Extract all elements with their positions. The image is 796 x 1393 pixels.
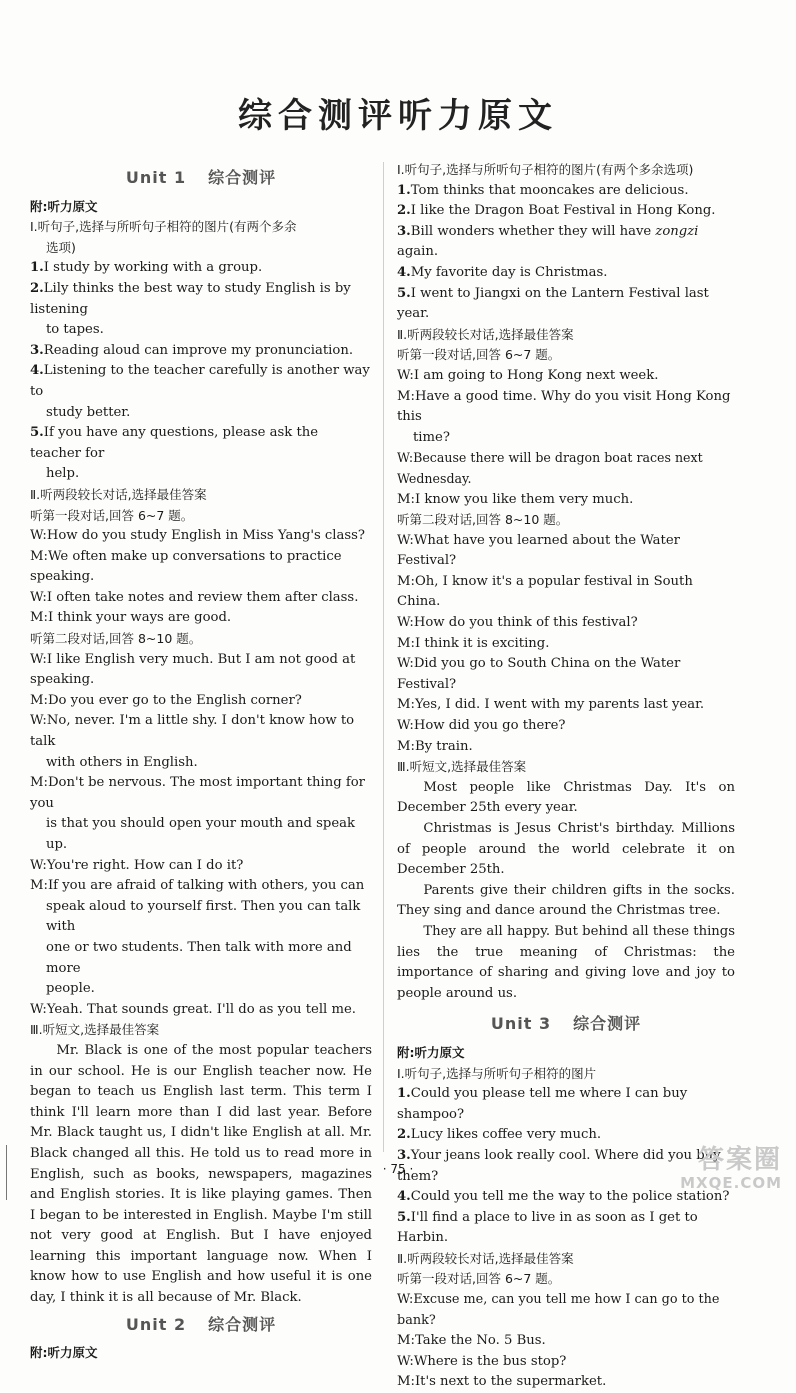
sentence-item: 5.I went to Jiangxi on the Lantern Festival last year. bbox=[397, 285, 709, 322]
appendix-label: 附:听力原文 bbox=[30, 198, 98, 214]
sentence-item-cont: help. bbox=[46, 466, 80, 482]
passage-paragraph: They are all happy. But behind all these things lies the true meaning of Christmas: the importance of sharing and giving love and joy to people around us. bbox=[397, 923, 735, 1001]
watermark-logo bbox=[642, 1146, 782, 1196]
dialogue-line: M:Oh, I know it's a popular festival in South China. bbox=[397, 573, 693, 610]
dialogue-line: M:It's next to the supermarket. bbox=[397, 1374, 607, 1390]
dialogue-line: W:How did you go there? bbox=[397, 718, 566, 734]
column-divider bbox=[383, 162, 384, 1152]
watermark-url: MXQE.COM bbox=[680, 1174, 782, 1192]
dialogue-line: W:Excuse me, can you tell me how I can go to the bank? bbox=[397, 1292, 720, 1328]
dialogue-line: M:I think your ways are good. bbox=[30, 610, 232, 626]
sentence-item: 1.Tom thinks that mooncakes are delicious. bbox=[397, 182, 689, 198]
appendix-label: 附:听力原文 bbox=[30, 1345, 98, 1361]
unit-2-title: 综合测评 bbox=[208, 1314, 277, 1334]
dialogue-line: W:Because there will be dragon boat races next Wednesday. bbox=[397, 450, 703, 486]
dialogue-line: W:Where is the bus stop? bbox=[397, 1353, 567, 1369]
dialogue-line-cont: people. bbox=[46, 981, 95, 997]
sentence-item: 1.Could you please tell me where I can buy shampoo? bbox=[397, 1086, 688, 1122]
page-title: 综合测评听力原文 bbox=[238, 96, 558, 136]
sentence-item: 2.Lily thinks the best way to study English is by listening bbox=[30, 280, 351, 317]
unit-1-title: 综合测评 bbox=[208, 168, 277, 187]
sentence-item: 5.I'll find a place to live in as soon as I get to Harbin. bbox=[397, 1209, 698, 1246]
margin-mark bbox=[6, 1145, 7, 1200]
sentence-item-cont: to tapes. bbox=[46, 322, 104, 338]
sentence-item: 5.If you have any questions, please ask the teacher for bbox=[30, 425, 319, 461]
sentence-item: 1.I study by working with a group. bbox=[30, 260, 263, 276]
dialogue-line: W:Yeah. That sounds great. I'll do as you tell me. bbox=[30, 1001, 356, 1017]
sentence-item: 3.Bill wonders whether they will have zongzi again. bbox=[397, 223, 699, 260]
section-1-title-cont: 选项) bbox=[46, 239, 76, 255]
right-column bbox=[397, 160, 735, 1393]
left-column bbox=[30, 160, 372, 1364]
unit-3-heading bbox=[397, 1014, 735, 1035]
section-1-title: Ⅰ.听句子,选择与所听句子相符的图片(有两个多余选项) bbox=[397, 162, 694, 177]
dialogue-1-intro: 听第一段对话,回答 6~7 题。 bbox=[30, 507, 194, 523]
dialogue-line: W:How do you think of this festival? bbox=[397, 615, 638, 631]
dialogue-line: M:If you are afraid of talking with others, you can bbox=[30, 878, 365, 894]
dialogue-line: M:By train. bbox=[397, 738, 473, 754]
watermark-text: 答案圈 bbox=[697, 1145, 782, 1175]
dialogue-line: W:I often take notes and review them after class. bbox=[30, 589, 359, 605]
dialogue-line: W:What have you learned about the Water Festival? bbox=[397, 532, 680, 569]
listening-passage: Mr. Black is one of the most popular teachers in our school. He is our English teacher now. He began to teach us English last term. This term I think I'll learn more than I did last year. Before Mr. Black taught us, I didn't like English at all. Mr. Black changed all this. He told us to read more in English, such as books, newspapers, magazines and English stories. It is like playing games. Then I began to be interested in English. Maybe I'm still not very good at English. But I have enjoyed learning this important language now. When I know how to use English and how useful it is one day, I think it is all because of Mr. Black. bbox=[30, 1042, 372, 1306]
dialogue-line: W:No, never. I'm a little shy. I don't know how to talk bbox=[30, 713, 355, 750]
section-1-title: Ⅰ.听句子,选择与所听句子相符的图片 bbox=[397, 1065, 597, 1081]
dialogue-line: W:I like English very much. But I am not good at speaking. bbox=[30, 651, 356, 688]
dialogue-line-cont: is that you should open your mouth and speak up. bbox=[46, 816, 355, 852]
dialogue-line: M:Take the No. 5 Bus. bbox=[397, 1333, 546, 1349]
sentence-item: 3.Reading aloud can improve my pronunciation. bbox=[30, 342, 354, 358]
page-number: · 75 · bbox=[382, 1162, 414, 1176]
dialogue-line: M:I know you like them very much. bbox=[397, 491, 634, 507]
section-2-title: Ⅱ.听两段较长对话,选择最佳答案 bbox=[30, 486, 207, 502]
dialogue-line: W:You're right. How can I do it? bbox=[30, 857, 244, 873]
dialogue-line-cont: time? bbox=[413, 429, 450, 445]
sentence-item: 4.Listening to the teacher carefully is another way to bbox=[30, 363, 370, 399]
dialogue-line: M:I think it is exciting. bbox=[397, 635, 550, 651]
section-2-title: Ⅱ.听两段较长对话,选择最佳答案 bbox=[397, 326, 574, 342]
dialogue-line-cont: one or two students. Then talk with more and more bbox=[46, 939, 352, 976]
dialogue-1-intro: 听第一段对话,回答 6~7 题。 bbox=[397, 1271, 561, 1287]
dialogue-line: M:Do you ever go to the English corner? bbox=[30, 692, 302, 708]
section-1-title: Ⅰ.听句子,选择与所听句子相符的图片(有两个多余 bbox=[30, 219, 297, 235]
dialogue-1-intro: 听第一段对话,回答 6~7 题。 bbox=[397, 347, 561, 363]
sentence-item-cont: study better. bbox=[46, 404, 131, 420]
section-3-title: Ⅲ.听短文,选择最佳答案 bbox=[397, 759, 527, 775]
dialogue-line: W:How do you study English in Miss Yang's class? bbox=[30, 528, 365, 544]
section-2-title: Ⅱ.听两段较长对话,选择最佳答案 bbox=[397, 1250, 574, 1266]
passage-paragraph: Christmas is Jesus Christ's birthday. Millions of people around the world celebrate it on December 25th. bbox=[397, 821, 735, 878]
section-3-title: Ⅲ.听短文,选择最佳答案 bbox=[30, 1022, 160, 1038]
passage-paragraph: Most people like Christmas Day. It's on December 25th every year. bbox=[397, 779, 735, 816]
passage-paragraph: Parents give their children gifts in the socks. They sing and dance around the Christmas tree. bbox=[397, 882, 735, 919]
sentence-item: 2.I like the Dragon Boat Festival in Hong Kong. bbox=[397, 203, 716, 219]
dialogue-2-intro: 听第二段对话,回答 8~10 题。 bbox=[397, 512, 569, 528]
appendix-label: 附:听力原文 bbox=[397, 1044, 465, 1060]
unit-3-label: Unit 3 bbox=[490, 1014, 552, 1034]
unit-1-heading bbox=[30, 168, 372, 189]
sentence-item: 4.My favorite day is Christmas. bbox=[397, 264, 608, 280]
sentence-item: 3.Your jeans look really cool. Where did you buy them? bbox=[397, 1147, 721, 1184]
sentence-item: 4.Could you tell me the way to the police station? bbox=[397, 1189, 730, 1205]
dialogue-line: M:We often make up conversations to practice speaking. bbox=[30, 548, 342, 585]
dialogue-2-intro: 听第二段对话,回答 8~10 题。 bbox=[30, 631, 202, 647]
dialogue-line: W:I am going to Hong Kong next week. bbox=[397, 367, 659, 383]
sentence-item: 2.Lucy likes coffee very much. bbox=[397, 1127, 602, 1143]
unit-3-title: 综合测评 bbox=[573, 1014, 642, 1034]
dialogue-line-cont: with others in English. bbox=[46, 754, 198, 770]
dialogue-line: M:Have a good time. Why do you visit Hong Kong this bbox=[397, 388, 731, 425]
unit-2-heading bbox=[30, 1315, 372, 1336]
unit-1-label: Unit 1 bbox=[125, 168, 187, 187]
dialogue-line: M:Don't be nervous. The most important thing for you bbox=[30, 775, 365, 811]
dialogue-line-cont: speak aloud to yourself first. Then you can talk with bbox=[46, 898, 361, 935]
dialogue-line: W:Did you go to South China on the Water Festival? bbox=[397, 656, 681, 692]
unit-2-label: Unit 2 bbox=[125, 1314, 187, 1334]
dialogue-line: M:Yes, I did. I went with my parents last year. bbox=[397, 697, 705, 713]
